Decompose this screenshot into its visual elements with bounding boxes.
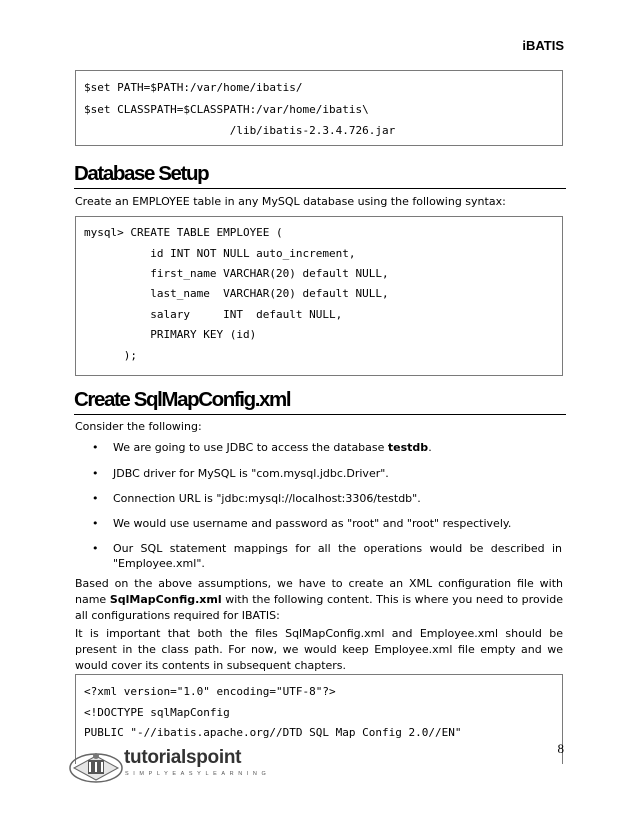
page-number: 8 (557, 741, 564, 756)
code-line: id INT NOT NULL auto_increment, (84, 247, 356, 260)
code-line: ); (84, 349, 137, 362)
list-item: • Connection URL is "jdbc:mysql://localhost:3306/testdb". (92, 492, 421, 505)
create-table-code-block (75, 216, 563, 376)
code-line: <?xml version="1.0" encoding="UTF-8"?> (84, 685, 336, 698)
code-line: last_name VARCHAR(20) default NULL, (84, 287, 389, 300)
section-intro: Create an EMPLOYEE table in any MySQL database using the following syntax: (75, 195, 506, 208)
code-line: $set PATH=$PATH:/var/home/ibatis/ (84, 81, 303, 94)
body-paragraph: Based on the above assumptions, we have to create an XML configuration file with name SqlMapConfig.xml with the following content. This is where you need to provide all configurations required for IBATIS: (75, 577, 563, 622)
section-intro: Consider the following: (75, 420, 202, 433)
code-line: salary INT default NULL, (84, 308, 343, 321)
bullet-icon: • (92, 467, 99, 480)
bullet-icon: • (92, 542, 99, 555)
list-item: • Our SQL statement mappings for all the operations would be described in "Employee.xml". (92, 542, 562, 570)
code-line: mysql> CREATE TABLE EMPLOYEE ( (84, 226, 283, 239)
section-heading-create-sqlmapconfig: Create SqlMapConfig.xml (74, 388, 566, 415)
list-item: • JDBC driver for MySQL is "com.mysql.jdbc.Driver". (92, 467, 389, 480)
bullet-icon: • (92, 492, 99, 505)
logo-wordmark: tutorialspoint (124, 747, 242, 768)
list-item: • We would use username and password as "root" and "root" respectively. (92, 517, 512, 530)
env-code-block (75, 70, 563, 146)
code-line: <!DOCTYPE sqlMapConfig (84, 706, 230, 719)
code-line: /lib/ibatis-2.3.4.726.jar (84, 124, 396, 137)
body-paragraph: It is important that both the files SqlMapConfig.xml and Employee.xml should be present in the class path. For now, we would keep Employee.xml file empty and we would cover its contents in subsequent chapters. (75, 627, 563, 672)
tutorialspoint-logo (68, 740, 271, 790)
code-line: PUBLIC "-//ibatis.apache.org//DTD SQL Map Config 2.0//EN" (84, 726, 462, 739)
bullet-icon: • (92, 517, 99, 530)
code-line: $set CLASSPATH=$CLASSPATH:/var/home/ibatis\ (84, 103, 369, 116)
logo-tagline: SIMPLYEASYLEARNING (125, 771, 271, 777)
bullet-icon: • (92, 441, 99, 454)
tutorialspoint-logo-icon (68, 740, 128, 790)
code-line: PRIMARY KEY (id) (84, 328, 257, 341)
list-item: • We are going to use JDBC to access the database testdb. (92, 441, 432, 454)
section-heading-database-setup: Database Setup (74, 162, 566, 189)
running-header-title: iBATIS (522, 38, 564, 53)
code-line: first_name VARCHAR(20) default NULL, (84, 267, 389, 280)
